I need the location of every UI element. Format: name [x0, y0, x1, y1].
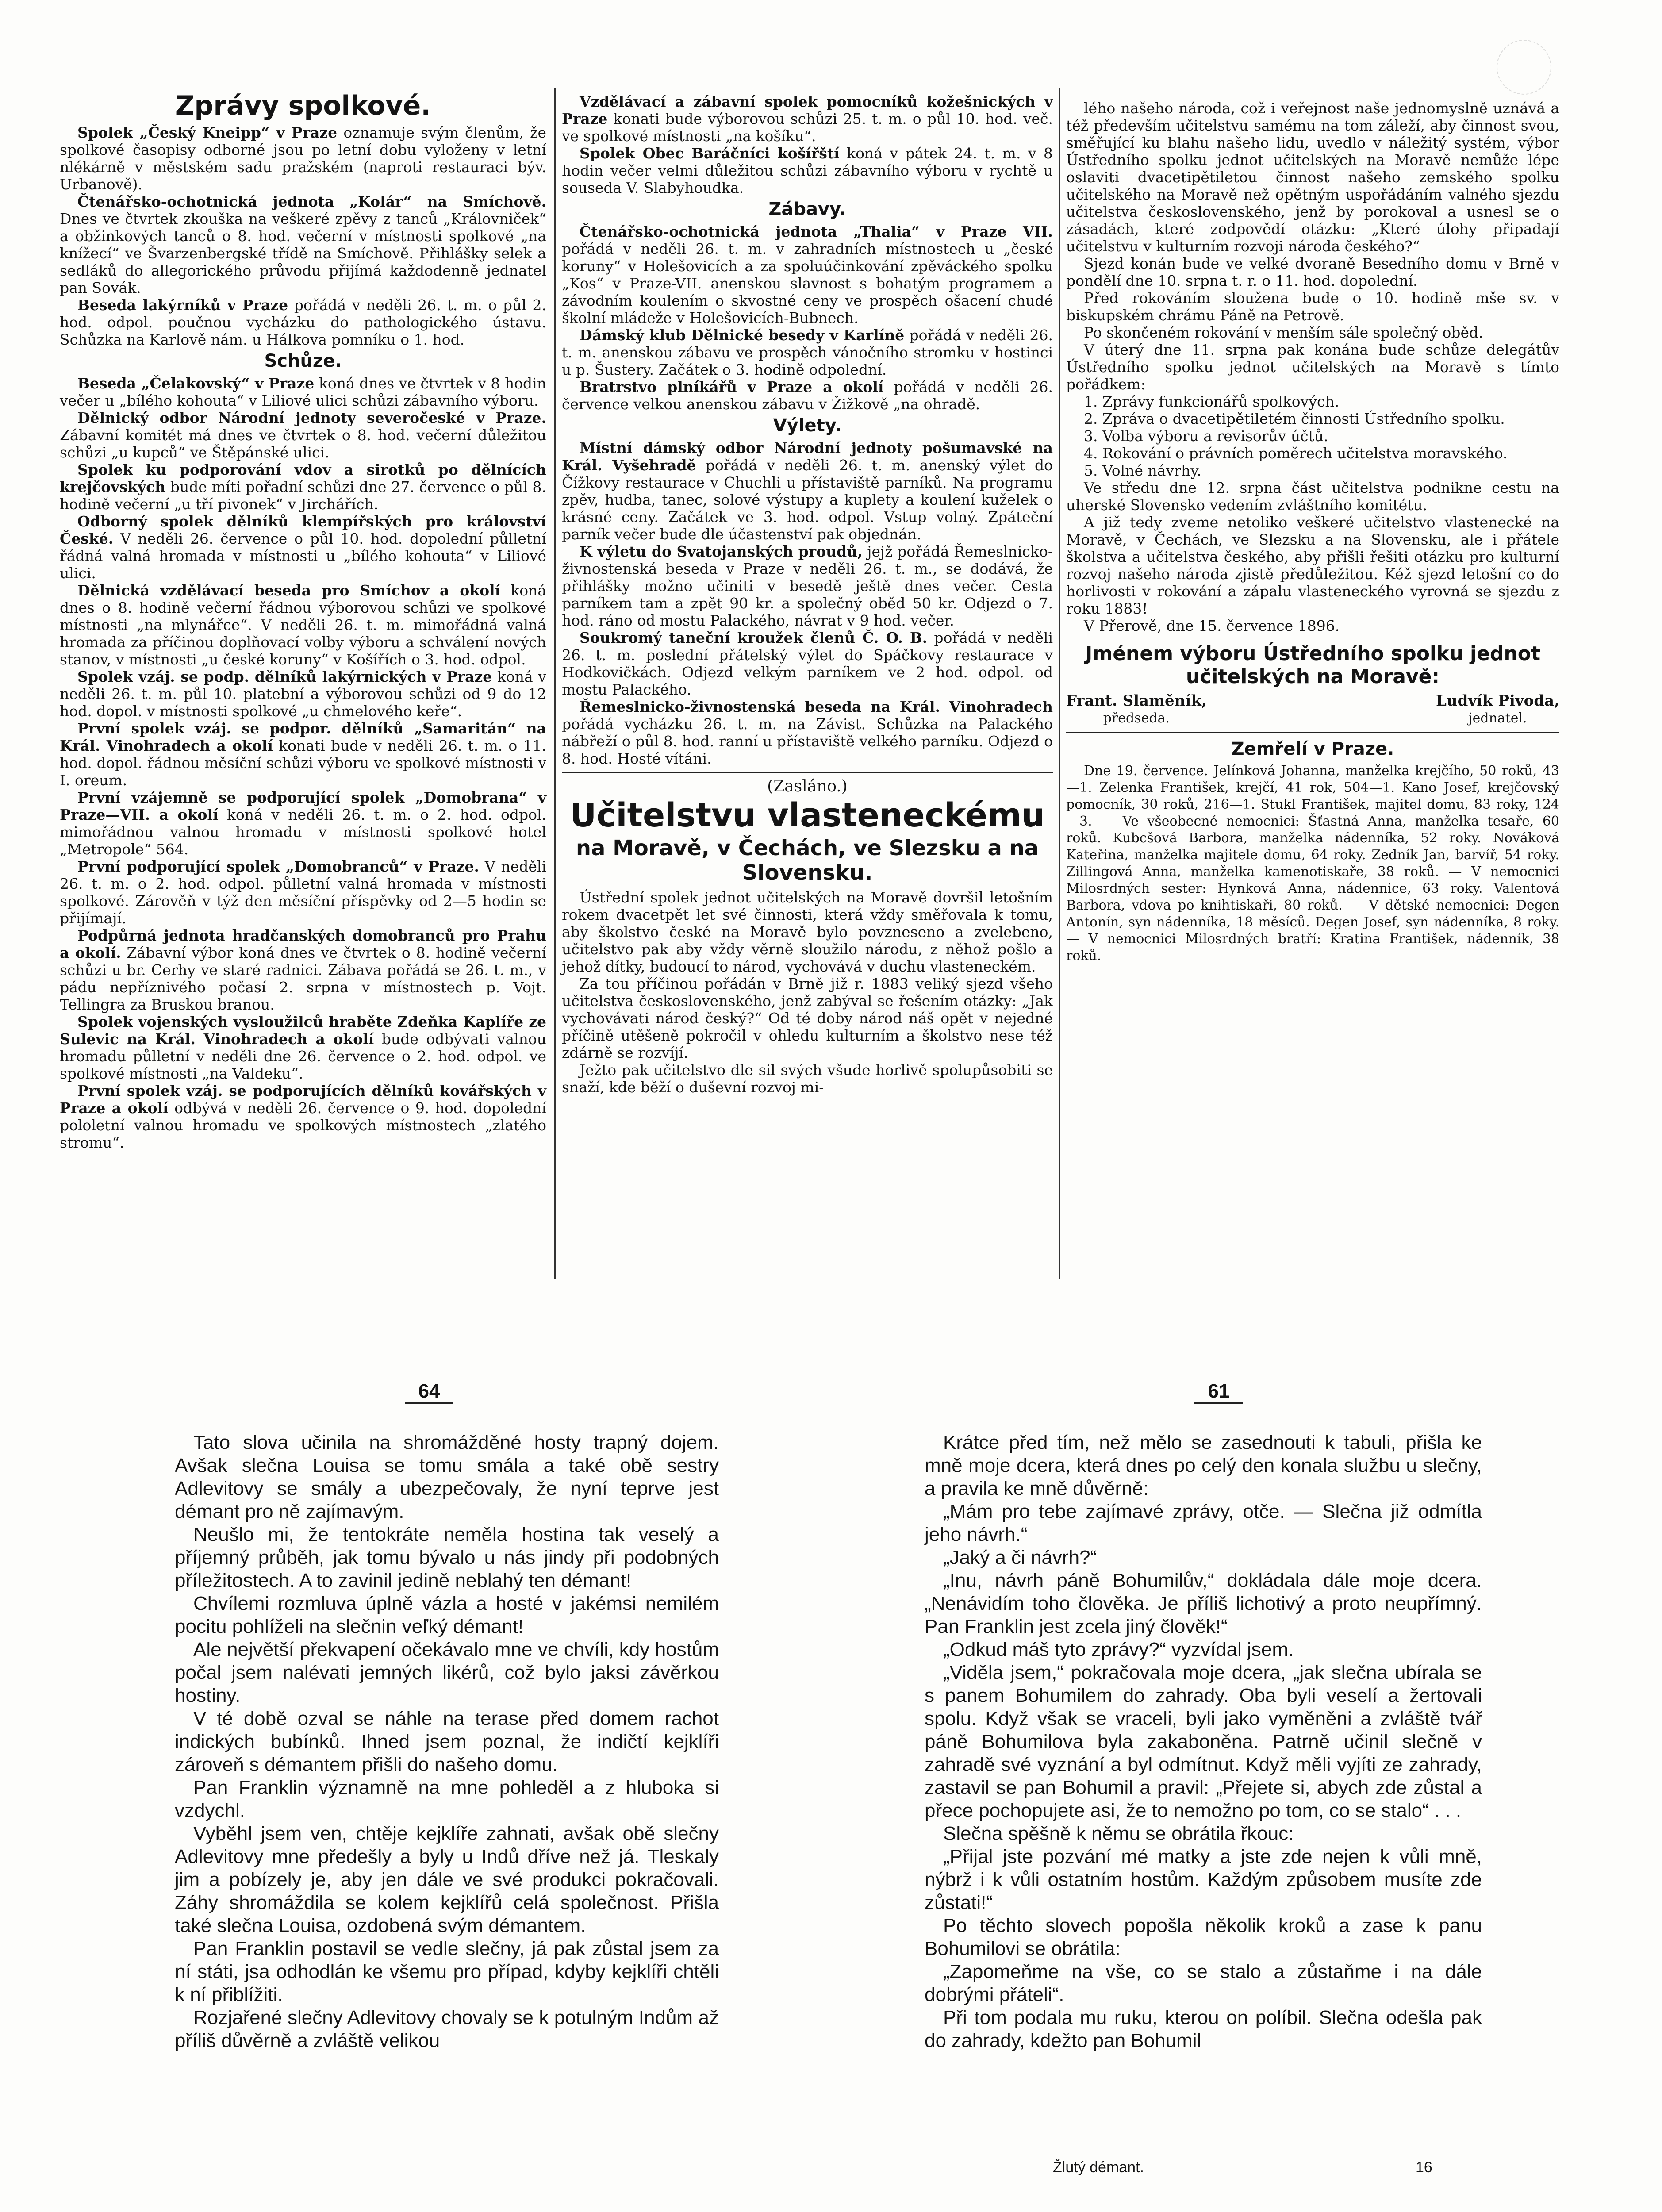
column-spolkove [60, 88, 546, 1151]
notice-lead: Vzdělávací a zábavní spolek pomocníků kožešnických v Praze [562, 93, 1053, 127]
novel-paragraph: Ale největší překvapení očekávalo mne ve chvíli, kdy hostům počal jsem nalévati jemných likérů, což bylo jaksi závěrkou hostiny. [175, 1639, 719, 1706]
notice-text: pořádá v neděli 26. t. m. v zahradních místnostech u „české koruny“ v Holešovicích a za spoluúčinkování zpěváckého spolku „Kos“ v Praze-VII. anenskou slavnost s bohatým programem a závodním koulením o skvostné ceny ve prospěch ošacení chudé školní mládeže v Holešovicích-Bubnech. [562, 240, 1053, 326]
column-appeal-continued [1066, 100, 1559, 964]
section-title-zpravy-spolkove: Zprávy spolkové. [175, 90, 431, 121]
notice-item [60, 789, 546, 858]
notice-lead: Řemeslnicko-živnostenská beseda na Král. Vinohradech [580, 698, 1053, 715]
notice-text: pořádá vycházku 26. t. m. na Závist. Schůzka na Palackého nábřeží o půl 8. hod. ranní u přístaviště velkého parníku. Odjezd o 8. hod. Hosté vítáni. [562, 715, 1053, 767]
page-number-right: 61 [1194, 1380, 1243, 1404]
novel-paragraph: Neušlo mi, že tentokráte neměla hostina tak veselý a příjemný průběh, jak tomu bývalo u nás jindy při podobných příležitostech. A to zavinil jedině neblahý ten démant! [175, 1524, 719, 1591]
notice-item [60, 720, 546, 789]
appeal-paragraph: Po skončeném rokování v menším sále společný oběd. [1084, 324, 1483, 341]
notice-lead: První vzájemně se podporující spolek „Domobrana“ v Praze—VII. a okolí [60, 789, 546, 823]
notice-lead: Bratrstvo plníkářů v Praze a okolí [580, 378, 884, 396]
notice-item [60, 927, 546, 1013]
notice-lead: Dělnický odbor Národní jednoty severočeské v Praze. [77, 409, 546, 426]
section-heading-zabavy: Zábavy. [768, 199, 846, 219]
divider [1066, 732, 1559, 733]
club-news-list-2 [562, 93, 1053, 196]
appeal-paragraph: Ježto pak učitelstvo dle sil svých všude horlivě spolupůsobiti se snaží, kde běží o duševní rozvoj mi- [562, 1061, 1053, 1096]
notice-item [562, 326, 1053, 378]
notice-item [60, 1082, 546, 1151]
notice-item [60, 668, 546, 720]
signature-slamenik: Frant. Slaměník, [1066, 692, 1207, 710]
appeal-paragraph: Před rokováním sloužena bude o 10. hodině mše sv. v biskupském chrámu Páně na Petrově. [1066, 289, 1559, 324]
notice-text: koná dnes ve čtvrtek v 8 hodin večer u „bílého kohouta“ v Liliové ulici schůzi zábavního výboru. [60, 375, 546, 409]
novel-paragraph: Vyběhl jsem ven, chtěje kejklíře zahnati, avšak obě slečny Adlevitovy mne předešly a byly u Indů dříve než já. Tleskaly jim a pobízely je, aby jen dále ve své produkci pokračovali. Záhy shromáždila se kolem kejklířů celá společnost. Přišla také slečna Louisa, ozdobená svým démantem. [175, 1823, 719, 1936]
appeal-paragraph: A již tedy zveme netoliko veškeré učitelstvo vlastenecké na Moravě, v Čechách, ve Slezsku a na Slovensku, ale i přátele školstva a učitelstva českého, aby přišli řešiti otázku pro kulturní rozvoj našeho národa zjistě předůležitou. Kéž sjezd letošní co do horlivosti v rokování a zápalu vlasteneckého vyrovná se sjezdu z roku 1883! [1066, 514, 1559, 617]
entertainment-list [562, 223, 1053, 413]
notice-lead: Soukromý taneční kroužek členů Č. O. B. [580, 629, 928, 646]
committee-heading: Jménem výboru Ústředního spolku jednot učitelských na Moravě: [1085, 642, 1540, 688]
notice-lead: Místní dámský odbor Národní jednoty pošumavské na Král. Vyšehradě [562, 439, 1053, 474]
notice-text: bude odbývati valnou hromadu půlletní v neděli dne 26. července o 2. hod. odpol. ve spolkové místnosti „na Valdeku“. [60, 1030, 546, 1082]
meetings-list [60, 375, 546, 1151]
library-stamp [1497, 40, 1551, 95]
notice-lead: Dámský klub Dělnické besedy v Karlíně [580, 326, 905, 344]
notice-lead: Beseda lakýrníků v Praze [77, 296, 288, 314]
notice-text: V neděli 26. července o půl 10. hod. dopolední půlletní řádná valná hromada v místnosti u „bílého kohouta“ v Liliové ulici. [60, 530, 546, 582]
novel-page-right [925, 1431, 1482, 2052]
notice-lead: K výletu do Svatojanských proudů, [580, 543, 863, 560]
notice-lead: Odborný spolek dělníků klempířských pro království České. [60, 513, 546, 547]
notice-lead: Spolek vojenských vysloužilců hraběte Zdeňka Kaplíře ze Sulevic na Král. Vinohradech a okolí [60, 1013, 546, 1048]
appeal-title: Učitelstvu vlasteneckému [570, 796, 1045, 834]
novel-paragraph: „Odkud máš tyto zprávy?“ vyzvídal jsem. [943, 1639, 1294, 1660]
appeal-paragraph: 5. Volné návrhy. [1084, 462, 1201, 479]
notice-item [60, 513, 546, 582]
notice-text: pořádá v neděli 26. července velkou anenskou zábavu v Žižkově „na ohradě. [562, 378, 1053, 413]
novel-paragraph: Pan Franklin významně na mne pohleděl a z hluboka si vzdychl. [175, 1777, 719, 1821]
notice-item [60, 375, 546, 409]
appeal-paragraph: Ve středu dne 12. srpna část učitelstva podnikne cestu na uherské Slovensko vedením zvláštního komitétu. [1066, 479, 1559, 514]
appeal-paragraph: 3. Volba výboru a revisorův účtů. [1084, 427, 1328, 445]
appeal-paragraph: 2. Zpráva o dvacetipětiletém činnosti Ústředního spolku. [1084, 410, 1505, 427]
notice-lead: První spolek vzáj. se podpor. dělníků „Samaritán“ na Král. Vinohradech a okolí [60, 720, 546, 754]
appeal-paragraph: 1. Zprávy funkcionářů spolkových. [1084, 393, 1340, 410]
appeal-text [562, 889, 1053, 1096]
notice-text: pořádá v neděli 26. t. m. o půl 2. hod. odpol. poučnou vycházku do pathologického ústavu. Schůzka na Karlově nám. u Hálkova pomníku o 1. hod. [60, 296, 546, 348]
novel-paragraph: Po těchto slovech popošla několik kroků a zase k panu Bohumilovi se obrátila: [925, 1915, 1482, 1959]
novel-paragraph: „Mám pro tebe zajímavé zprávy, otče. — Slečna již odmítla jeho návrh.“ [925, 1501, 1482, 1545]
notice-text: koná v neděli 26. t. m. půl 10. platební a výborovou schůzi od 9 do 12 hod. dopol. v místnosti spolkové „u chmelového keře“. [60, 668, 546, 720]
notice-text: odbývá v neděli 26. července o 9. hod. dopolední pololetní valnou hromadu ve spolkových místnostech „zlatého stromu“. [60, 1099, 547, 1151]
appeal-paragraph: V Přerově, dne 15. července 1896. [1084, 617, 1340, 634]
trips-list [562, 439, 1053, 767]
appeal-paragraph: V úterý dne 11. srpna pak konána bude schůze delegátův Ústředního spolku jednot učitelských na Moravě s tímto pořádkem: [1066, 341, 1559, 393]
notice-item [562, 378, 1053, 413]
appeal-text-continued [1066, 100, 1559, 634]
novel-paragraph: Tato slova učinila na shromážděné hosty trapný dojem. Avšak slečna Louisa se tomu smála a také obě sestry Adlevitovy se smály a ubezpečovaly, že nyní teprve jest démant pro ně zajímavým. [175, 1432, 719, 1522]
signature-pivoda: Ludvík Pivoda, [1436, 692, 1559, 710]
novel-paragraph: „Jaký a či návrh?“ [943, 1547, 1097, 1568]
section-heading-schuze: Schůze. [264, 351, 342, 371]
novel-paragraph: „Přijal jste pozvání mé matky a jste zde nejen k vůli mně, nýbrž i k vůli ostatním hostům. Každým způsobem musíte zde zůstati!“ [925, 1846, 1482, 1913]
zaslano-label: (Zasláno.) [767, 777, 848, 795]
novel-paragraph: V té době ozval se náhle na terase před domem rachot indických bubínků. Ihned jsem poznal, že indičtí kejklíři zároveň s démantem přišli do našeho domu. [175, 1708, 719, 1775]
novel-paragraph: Krátce před tím, než mělo se zasednouti k tabuli, přišla ke mně moje dcera, která dnes po celý den konala službu u slečny, a pravila ke mně důvěrně: [925, 1432, 1482, 1499]
novel-title-footer: Žlutý démant. [1053, 2159, 1144, 2176]
novel-paragraph: Při tom podala mu ruku, kterou on políbil. Slečna odešla pak do zahrady, kdežto pan Bohumil [925, 2007, 1482, 2051]
notice-item [60, 461, 546, 513]
notice-lead: Spolek „Český Kneipp“ v Praze [77, 124, 338, 141]
notice-text: konati bude výborovou schůzi 25. t. m. o půl 10. hod. več. ve spolkové místnosti „na košíku“. [562, 110, 1053, 145]
appeal-paragraph: lého našeho národa, což i veřejnost naše jednomyslně uznává a též především učitelstvu samému na tom záleží, aby činnost svou, směřující ku blahu našeho lidu, uvedlo v náležitý systém, výbor Ústředního spolku jednot učitelských na Moravě nemůže lépe oslaviti dvacetipětiletou činnost našeho zemského spolku učitelského na Moravě než opětným uspořádáním valného sjezdu učitelstva československého, jenž by porokoval a usnesl se o zásadách, které zodpovědí otázku: „Které úlohy připadají učitelstvu v kulturním rozvoji národa českého?“ [1066, 100, 1559, 255]
novel-paragraph: „Viděla jsem,“ pokračovala moje dcera, „jak slečna ubírala se s panem Bohumilem do zahrady. Oba byli veselí a žertovali spolu. Když však se vraceli, byli jako vyměněni a zvláště tvář páně Bohumilova byla zakaboněna. Patrně učinil slečně v zahradě své vyznání a byl odmítnut. Když měli vyjíti ze zahrady, zastavil se pan Bohumil a pravil: „Přejete si, abych zde zůstal a přece pochopujete asi, že to nemožno po tom, co se stalo“ . . . [925, 1662, 1482, 1821]
notice-text: Zábavní komitét má dnes ve čtvrtek o 8. hod. večerní důležitou schůzi „u kupců“ ve Štěpánské ulici. [60, 426, 546, 461]
notice-item [562, 223, 1053, 326]
notice-item [60, 124, 546, 193]
notice-lead: Čtenářsko-ochotnická jednota „Kolár“ na Smíchově. [77, 193, 546, 210]
signature-role-2: jednatel. [1468, 710, 1527, 726]
notice-lead: Spolek vzáj. se podp. dělníků lakýrnických v Praze [77, 668, 492, 685]
deaths-list: Dne 19. července. Jelínková Johanna, manželka krejčího, 50 roků, 43—1. Zelenka František, krejčí, 41 rok, 504—1. Kano Josef, krejčovský pomocník, 30 roků, 216—1. Stukl František, majitel domu, 83 roky, 124—3. — Ve všeobecné nemocnici: Šťastná Anna, manželka tesaře, 60 roků. Kubcšová Barbora, manželka nádenníka, 52 roky. Nováková Kateřina, manželka majitele domu, 64 roky. Zedník Jan, barvíř, 54 roky. Zillingová Anna, manželka kamenotiskaře, 38 roků. — V nemocnici Milosrdných sester: Hynková Anna, nádennice, 63 roky. Valentová Barbora, vdova po knihtiskaři, 80 roků. — V dětské nemocnici: Degen Antonín, syn nádenníka, 18 měsíců. Degen Josef, syn nádenníka, 8 roky. — V nemocnici Milosrdných bratří: Kratina František, nádenník, 38 roků. [1066, 763, 1559, 964]
notice-item [562, 145, 1053, 196]
notice-item [562, 698, 1053, 767]
notice-text: pořádá v neděli 26. t. m. anenskou zábavu ve prospěch vánočního stromku v hostinci u p. Šustery. Začátek o 3. hodině odpolední. [562, 326, 1053, 378]
signature-role-1: předseda. [1103, 710, 1170, 726]
novel-paragraph: „Inu, návrh páně Bohumilův,“ dokládala dále moje dcera. „Nenávidím toho člověka. Je příliš lichotivý a proto neupřímný. Pan Franklin jest zcela jiný člověk!“ [925, 1570, 1482, 1637]
novel-part-number: 16 [1416, 2159, 1432, 2176]
notice-item [60, 296, 546, 348]
page-number-left: 64 [405, 1380, 453, 1404]
column-rule [554, 88, 556, 1279]
column-zabavy [562, 93, 1053, 1096]
novel-paragraph: „Zapomeňme na vše, co se stalo a zůstaňme i na dále dobrými přáteli“. [925, 1961, 1482, 2005]
notice-lead: Spolek Obec Baráčníci košířští [580, 145, 840, 162]
notice-text: koná v pátek 24. t. m. v 8 hodin večer velmi důležitou schůzi zábavního výboru v rychtě u sousedа V. Slabyhoudka. [562, 145, 1053, 196]
signatures [1066, 692, 1559, 727]
section-heading-vylety: Výlety. [773, 415, 842, 436]
notice-item [60, 1013, 546, 1082]
novel-paragraph: Slečna spěšně k němu se obrátila řkouc: [943, 1823, 1294, 1844]
notice-text: koná v neděli 26. t. m. o 2. hod. odpol. mimořádnou valnou hromadu v místnosti spolkové hotel „Metropole“ 564. [60, 806, 546, 858]
notice-item [60, 858, 546, 927]
notice-lead: Spolek ku podporování vdov a sirotků po dělnících krejčovských [60, 461, 546, 495]
notice-text: pořádá v neděli 26. t. m. anenský výlet do Čížkovy restaurace v Chuchli u přístaviště parníků. Na programu zpěv, hudba, tanec, solové výstupy a kuplety a koulení kuželek o krásné ceny. Začátek ve 3. hod. odpol. Vstup volný. Zpáteční parník večer bude dle účastenství pak objednán. [562, 457, 1053, 543]
notice-lead: První spolek vzáj. se podporujících dělníků kovářských v Praze a okolí [60, 1082, 546, 1117]
notice-lead: Beseda „Čelakovský“ v Praze [77, 375, 315, 392]
appeal-subtitle: na Moravě, v Čechách, ve Slezsku a na Slovensku. [576, 836, 1039, 885]
notice-text: jejž pořádá Řemeslnicko-živnostenská beseda v Praze v neděli 26. t. m., se dodává, že přihlášky možno učiniti v besedě ještě dnes večer. Cesta parníkem tam a zpět 90 kr. a společný oběd 50 kr. Odjezd o 7. hod. ráno od mostu Palackého, návrat v 9 hod. večer. [562, 543, 1053, 629]
notice-text: koná dnes o 8. hodině večerní řádnou výborovou schůzi ve spolkové místnosti „na mlynářce“. V neděli 26. t. m. mimořádná valná hromada za příčinou doplňovací volby výboru a schválení nových stanov, v místnosti „u české koruny“ v Košířích o 3. hod. odpol. [60, 582, 546, 668]
notice-text: konati bude v neděli 26. t. m. o 11. hod. dopol. řádnou měsíční schůzi výboru ve spolkové místnosti v I. oreum. [60, 737, 546, 789]
notice-item [562, 93, 1053, 145]
notice-text: Dnes ve čtvrtek zkouška na veškeré zpěvy z tanců „Královniček“ a obžinkových tanců o 8. hod. večerní v místnosti spolkové „na knížecí“ ve Švarzenbergské třídě na Smíchově. Přihlášky selek a sedláků do allegorického průvodu přijímá každodenně jednatel pan Sovák. [60, 210, 546, 296]
novel-page-left [175, 1431, 719, 2052]
column-rule [1059, 88, 1060, 1279]
notice-lead: Dělnická vzdělávací beseda pro Smíchov a okolí [77, 582, 501, 599]
section-heading-zemreli: Zemřelí v Praze. [1231, 739, 1394, 759]
divider [562, 772, 1053, 773]
notice-text: bude míti pořadní schůzi dne 27. července o půl 8. hodině večerní „u tří pivonek“ v Jirchářích. [60, 478, 546, 513]
notice-item [562, 629, 1053, 698]
notice-text: V neděli 26. t. m. o 2. hod. odpol. půlletní valná hromada v místnosti spolkové. Zárověň v týž den měsíční příspěvky od 2—5 hodin se přijímají. [60, 858, 546, 927]
notice-item [562, 543, 1053, 629]
notice-item [60, 582, 546, 668]
notice-text: oznamuje svým členům, že spolkové časopisy odborné jsou po letní dobu vyloženy v letní nlékárně v městském sadu pražském (naproti restauraci býv. Urbanově). [60, 124, 546, 193]
notice-text: pořádá v neděli 26. t. m. poslední přátelský výlet do Spáčkovy restaurace v Hodkovičkách. Odjezd velkým parníkem ve 2 hod. odpol. od mostu Palackého. [562, 629, 1053, 698]
notice-item [60, 193, 546, 296]
appeal-paragraph: Ústřední spolek jednot učitelských na Moravě dovršil letošním rokem dvacetpět let své činnosti, která vždy směřovala k tomu, aby školstvo české na Moravě bylo povzneseno a zvelebeno, učitelstvo pak aby vždy věrně sloužilo národu, z něhož pošlo a jehož dítky, budoucí to národ, vychovává v duchu vlasteneckém. [562, 889, 1053, 975]
novel-paragraph: Chvílemi rozmluva úplně vázla a hosté v jakémsi nemilém pocitu pohlíželi na slečnin veľký démant! [175, 1593, 719, 1637]
notice-lead: První podporující spolek „Domobranců“ v Praze. [77, 858, 480, 875]
novel-paragraph: Pan Franklin postavil se vedle slečny, já pak zůstal jsem za ní státi, jsa odhodlán ke všemu pro případ, kdyby kejklíři chtěli k ní přiblížiti. [175, 1938, 719, 2005]
notice-lead: Podpůrná jednota hradčanských domobranců pro Prahu a okolí. [60, 927, 546, 961]
notice-text: Zábavní výbor koná dnes ve čtvrtek o 8. hodině večerní schůzi u br. Cerhy ve staré radnici. Zábava pořádá se 26. t. m., v pádu nepříznivého počasí 2. srpna v místnostech p. Vojt. Tellingra za Bruskou branou. [60, 944, 546, 1013]
appeal-paragraph: Sjezd konán bude ve velké dvoraně Besedního domu v Brně v pondělí dne 10. srpna t. r. o 11. hod. dopolední. [1066, 255, 1559, 289]
notice-lead: Čtenářsko-ochotnická jednota „Thalia“ v Praze VII. [580, 223, 1053, 240]
notice-item [562, 439, 1053, 543]
appeal-paragraph: 4. Rokování o právních poměrech učitelstva moravského. [1084, 445, 1508, 462]
novel-paragraph: Rozjařené slečny Adlevitovy chovaly se k potulným Indům až příliš důvěrně a zvláště velikou [175, 2007, 719, 2051]
appeal-paragraph: Za tou příčinou pořádán v Brně již r. 1883 veliký sjezd všeho učitelstva československého, jenž zabýval se řešením otázky: „Jak vychovávati národ český?“ Od té doby národ náš opět v nejedné příčině utěšeně pokročil v ohledu kulturním a školstvo nese též zdárně se rozvíjí. [562, 975, 1053, 1061]
notice-item [60, 409, 546, 461]
club-news-list [60, 124, 546, 348]
